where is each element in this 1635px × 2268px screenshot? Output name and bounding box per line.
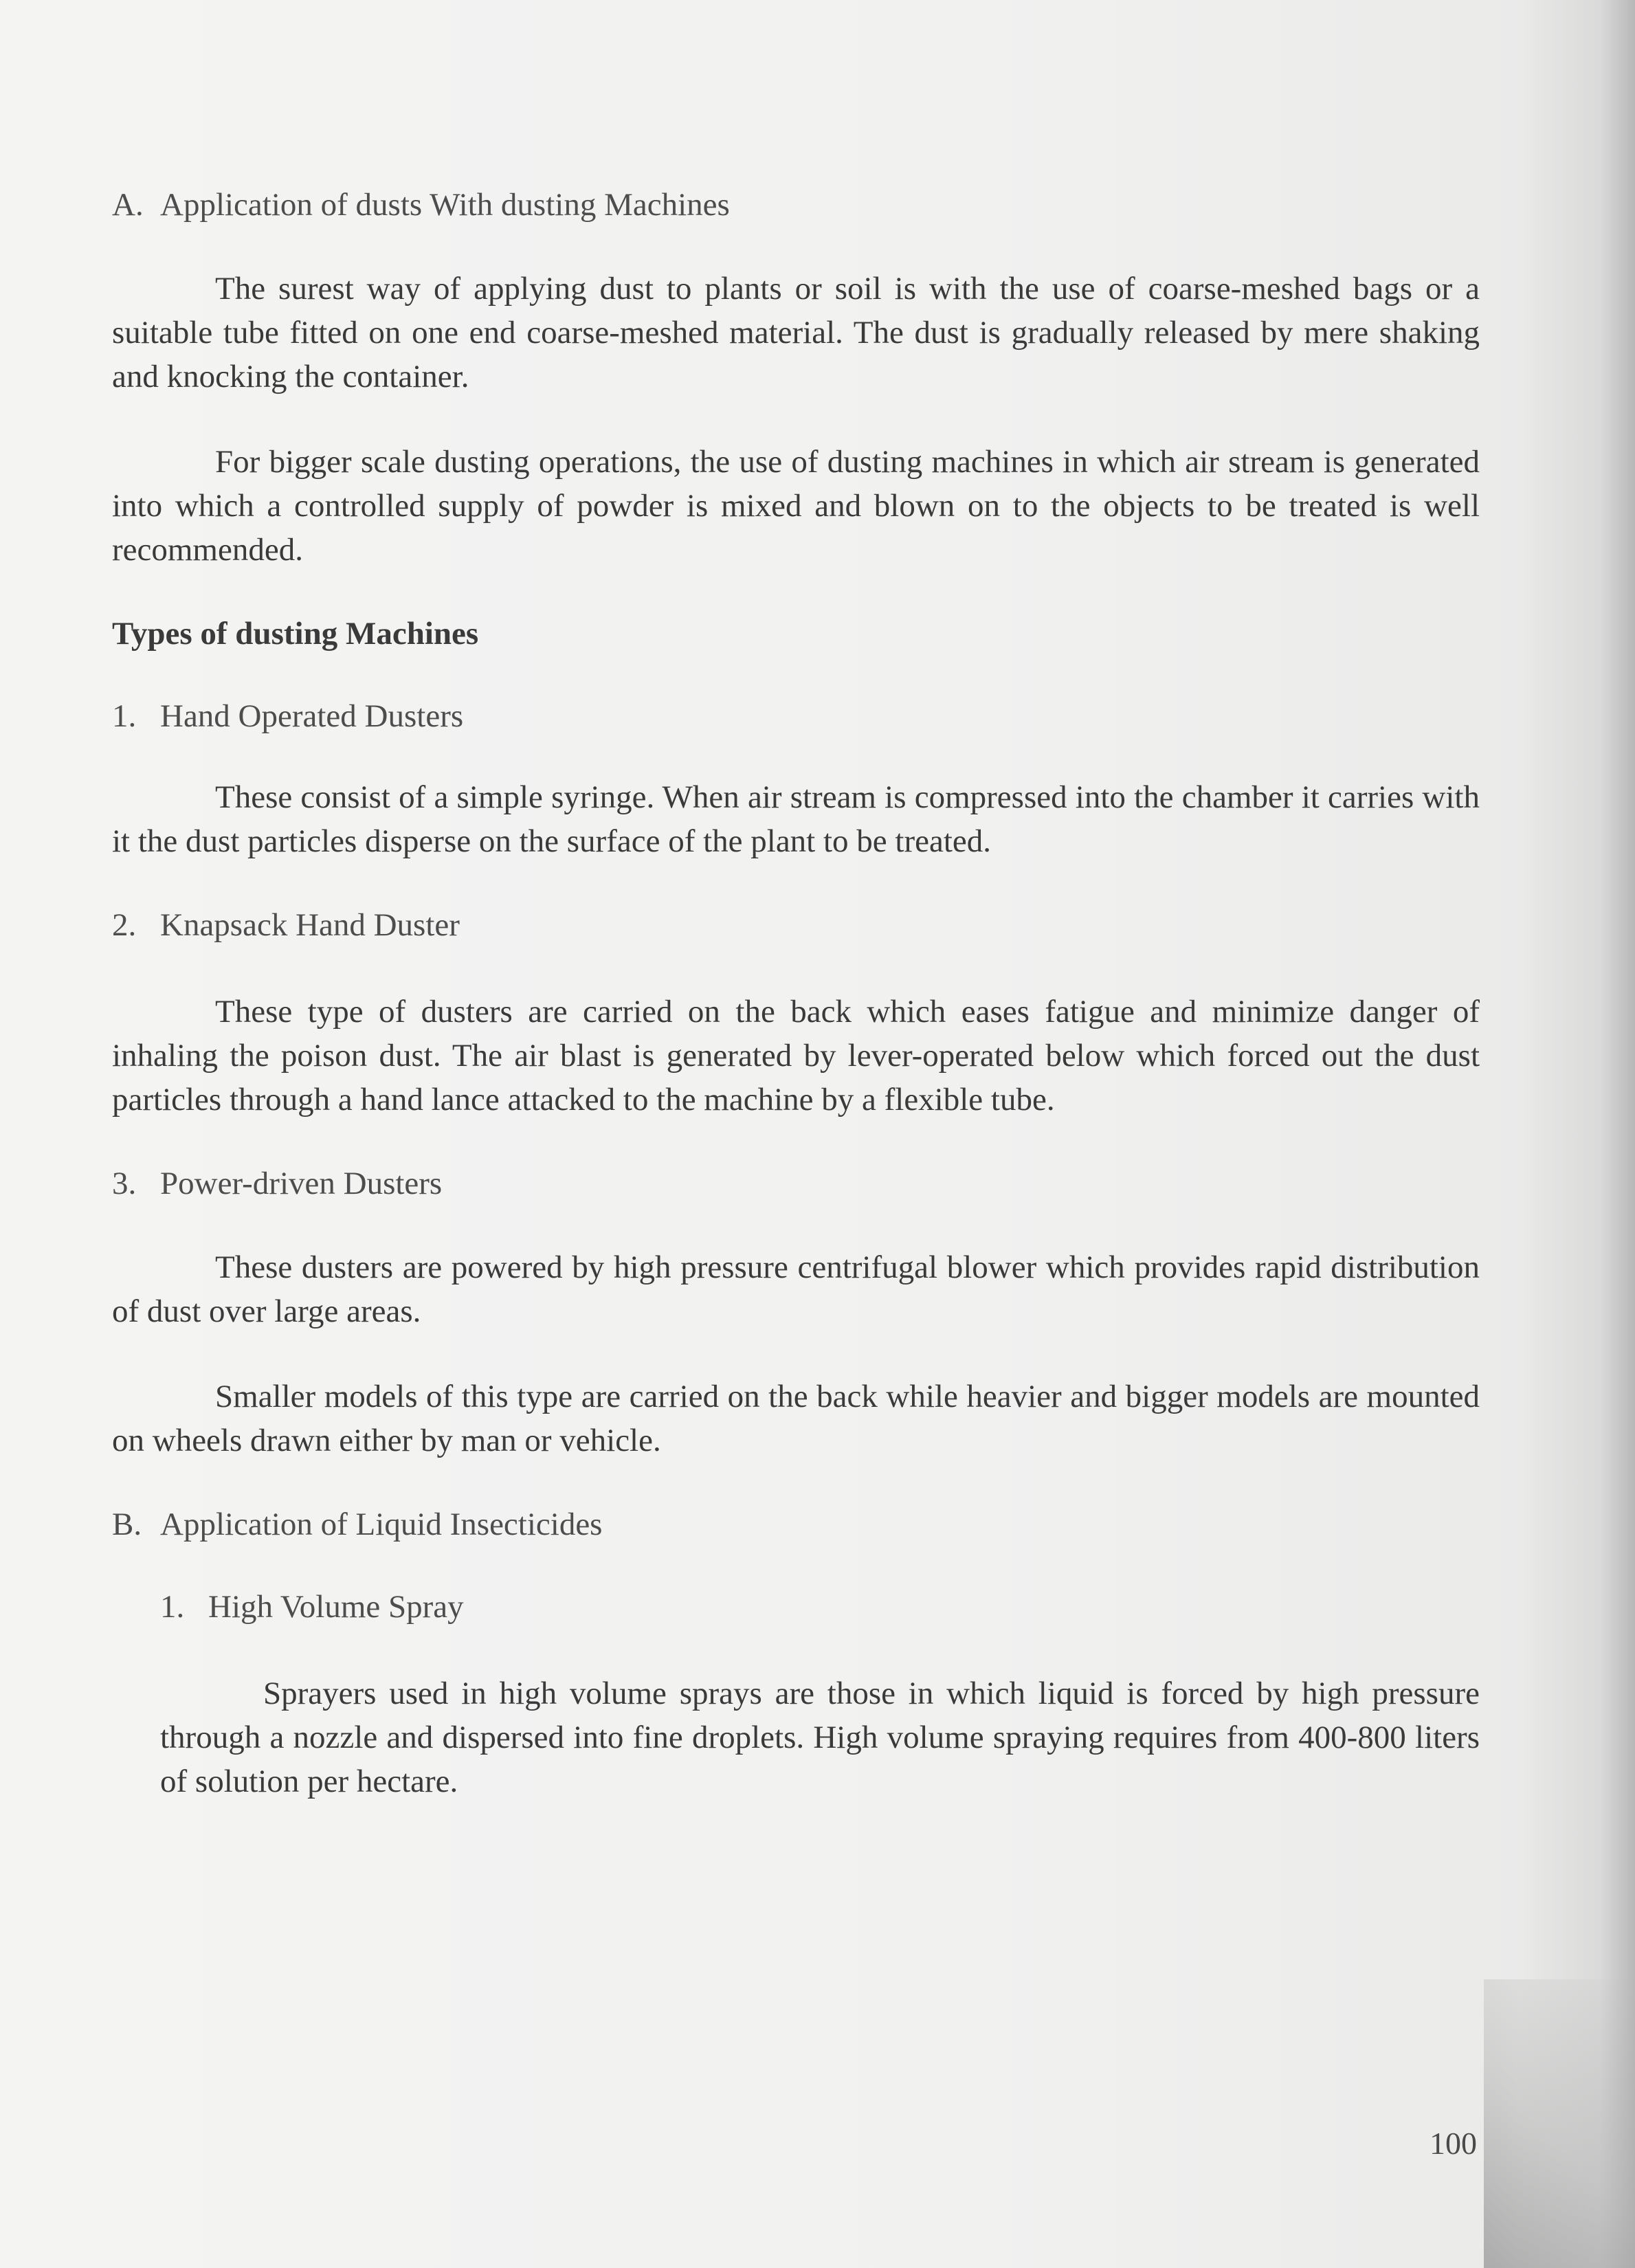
item-3-marker: 3.	[112, 1166, 137, 1201]
item-2-heading	[112, 904, 1480, 946]
item-1-title: Hand Operated Dusters	[160, 698, 464, 734]
item-3-title: Power-driven Dusters	[160, 1166, 443, 1201]
item-3-paragraph-2: Smaller models of this type are carried on the back while heavier and bigger models are mounted on wheels drawn either by man or vehicle.	[112, 1379, 1480, 1458]
item-1-paragraph: These consist of a simple syringe. When air stream is compressed into the chamber it carries with it the dust particles disperse on the surface of the plant to be treated.	[112, 779, 1480, 859]
page-content	[112, 184, 1480, 1803]
section-b-item-1-title: High Volume Spray	[208, 1589, 464, 1625]
section-a-paragraph-1: The surest way of applying dust to plants or soil is with the use of coarse-meshed bags or a suitable tube fitted on one end coarse-meshed material. The dust is gradually released by mere shaking and knocking the container.	[112, 271, 1480, 394]
section-b-item-1-marker: 1.	[160, 1589, 185, 1625]
types-heading: Types of dusting Machines	[112, 616, 479, 652]
section-a-title: Application of dusts With dusting Machines	[160, 187, 730, 223]
section-b-marker: B.	[112, 1507, 142, 1542]
item-2-paragraph: These type of dusters are carried on the back which eases fatigue and minimize danger of inhaling the poison dust. The air blast is generated by lever-operated below which forced out the dust particles through a hand lance attacked to the machine by a flexible tube.	[112, 994, 1480, 1118]
section-a-paragraph-2: For bigger scale dusting operations, the use of dusting machines in which air stream is generated into which a controlled supply of powder is mixed and blown on to the objects to be treated is well recommended.	[112, 444, 1480, 568]
item-2-marker: 2.	[112, 907, 137, 943]
page-corner-shadow	[1484, 1979, 1635, 2268]
section-b-heading	[112, 1504, 1480, 1545]
item-3-paragraph-1: These dusters are powered by high pressure centrifugal blower which provides rapid distribution of dust over large areas.	[112, 1249, 1480, 1329]
page-number: 100	[1430, 2126, 1477, 2161]
section-a-heading	[112, 184, 1480, 225]
item-3-heading	[112, 1163, 1480, 1204]
item-1-marker: 1.	[112, 698, 137, 734]
section-b-item-1-paragraph: Sprayers used in high volume sprays are those in which liquid is forced by high pressure through a nozzle and dispersed into fine droplets. High volume spraying requires from 400-800 liters of solution per hectare.	[160, 1676, 1480, 1799]
section-b-item-1-heading	[112, 1586, 1480, 1627]
section-a-marker: A.	[112, 187, 144, 223]
item-2-title: Knapsack Hand Duster	[160, 907, 460, 943]
section-b-title: Application of Liquid Insecticides	[160, 1507, 603, 1542]
item-1-heading	[112, 696, 1480, 737]
page-edge-shadow	[1518, 0, 1635, 2268]
